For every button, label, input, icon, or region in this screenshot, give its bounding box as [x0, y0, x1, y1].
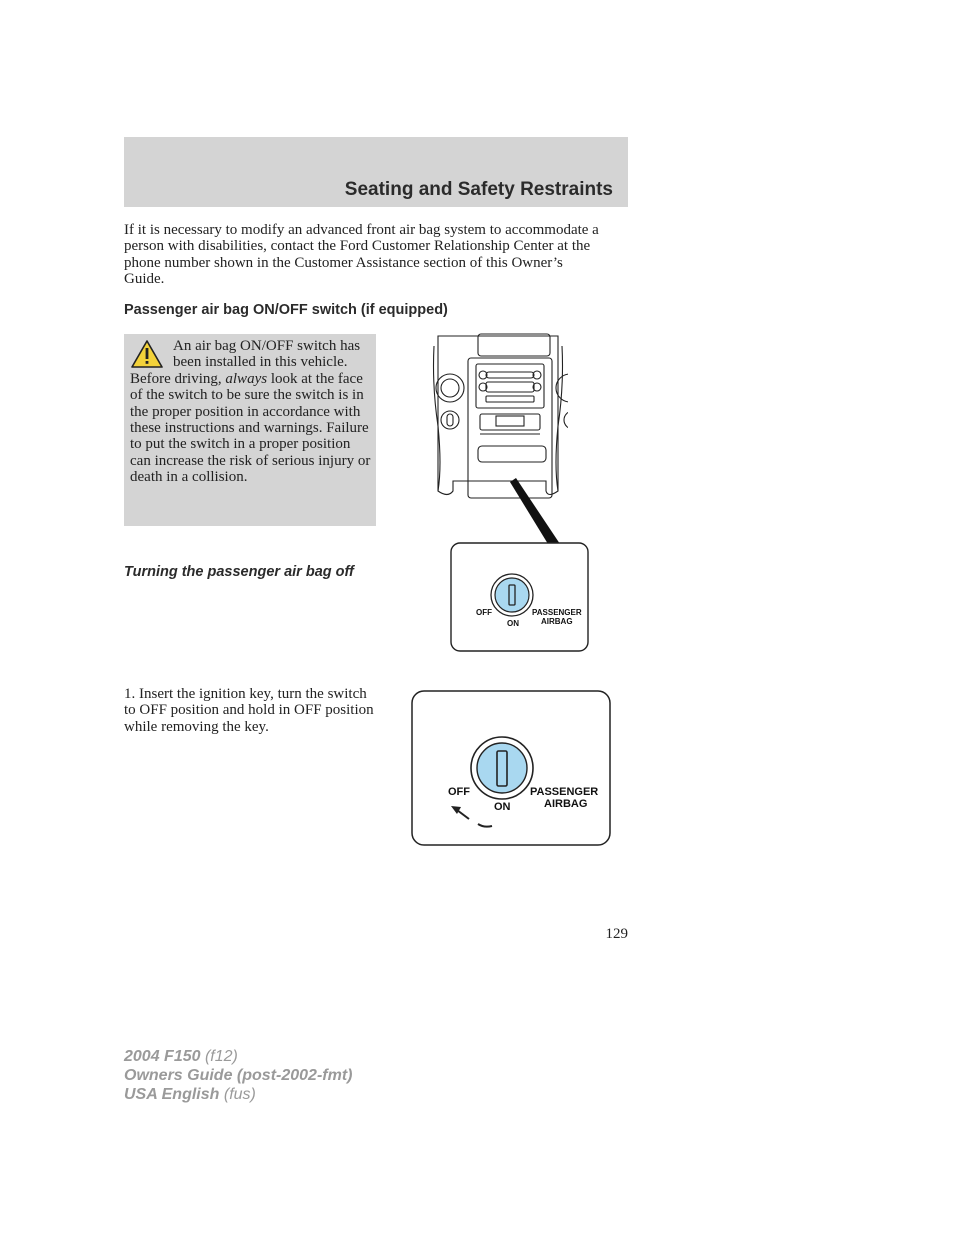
footer-model: 2004 F150: [124, 1048, 201, 1065]
step-1-text: 1. Insert the ignition key, turn the switch to OFF position and hold in OFF position while removing the key.: [124, 686, 374, 735]
warning-text: [130, 338, 374, 486]
switch-large-on-label: ON: [494, 801, 511, 813]
intro-paragraph: If it is necessary to modify an advanced front air bag system to accommodate a person with disabilities, contact the Ford Customer Relationship Center at the phone number shown in the Customer Assistance section of this Owner’s Guide.: [124, 222, 599, 288]
header-band: [124, 137, 628, 207]
dashboard-illustration: [428, 326, 568, 546]
switch-small-airbag-label: AIRBAG: [541, 617, 573, 626]
italic-heading: Turning the passenger air bag off: [124, 564, 354, 580]
footer-language: USA English: [124, 1086, 220, 1103]
footer-guide: Owners Guide (post-2002-fmt): [124, 1067, 353, 1084]
switch-small-passenger-label: PASSENGER: [532, 608, 582, 617]
switch-large-passenger-label: PASSENGER: [530, 786, 599, 798]
switch-large-off-label: OFF: [448, 786, 470, 798]
switch-large-airbag-label: AIRBAG: [544, 798, 588, 810]
switch-small-on-label: ON: [507, 619, 519, 628]
switch-small-off-label: OFF: [476, 608, 492, 617]
switch-panel-large: [410, 689, 612, 847]
switch-panel-small: [450, 542, 589, 652]
footer: [124, 1047, 352, 1104]
section-title: Seating and Safety Restraints: [344, 179, 613, 200]
page-number: 129: [605, 926, 628, 942]
warning-text-after: look at the face of the switch to be sure the switch is in the proper position in accordance with these instructions and warnings. Failure to put the switch in a proper position can increase the risk of serious injury or death in a collision.: [130, 370, 371, 486]
warning-box: [124, 334, 376, 526]
subheading: Passenger air bag ON/OFF switch (if equipped): [124, 302, 448, 318]
warning-text-before: An air bag ON/OFF switch has been installed in this vehicle. Before driving,: [130, 338, 361, 387]
warning-emphasis: always: [225, 370, 268, 387]
footer-language-code: (fus): [219, 1086, 256, 1103]
footer-model-code: (f12): [200, 1048, 238, 1065]
